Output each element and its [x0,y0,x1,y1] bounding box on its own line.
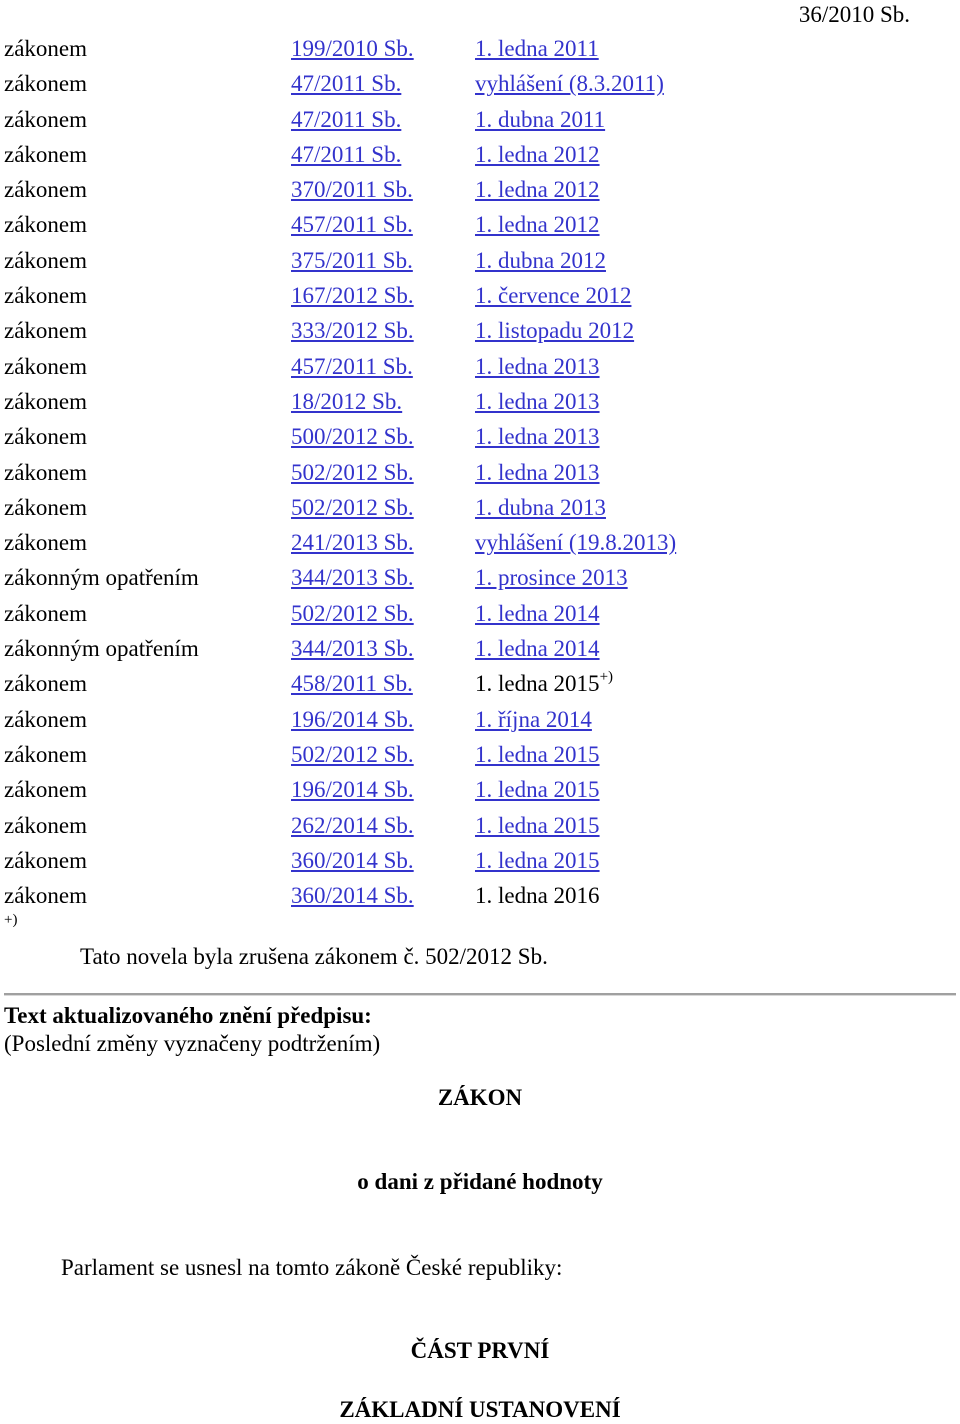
law-subject: o dani z přidané hodnoty [357,1169,603,1194]
amendment-date-text: 1. ledna 2016 [475,883,600,909]
amendment-effective-date[interactable] [475,137,600,172]
amendment-row [4,313,904,348]
amendment-type: zákonem [4,141,88,167]
amendment-date-link[interactable]: 1. ledna 2012 [475,141,600,167]
amendment-type: zákonem [4,883,88,909]
amendment-row [4,737,904,772]
amendment-date-link[interactable]: 1. listopadu 2012 [475,318,635,344]
amendment-row [4,102,904,137]
amendment-effective-date[interactable] [475,737,600,772]
amendment-law-link[interactable]: 196/2014 Sb. [291,777,414,803]
amendment-row [4,631,904,666]
amendment-type: zákonem [4,36,88,61]
amendment-law-link[interactable]: 457/2011 Sb. [291,353,413,379]
amendment-type: zákonem [4,388,88,414]
amendment-law-link[interactable]: 196/2014 Sb. [291,706,414,732]
amendment-effective-date[interactable] [475,455,600,490]
amendment-effective-date[interactable] [475,66,664,101]
part-subject: ZÁKLADNÍ USTANOVENÍ [339,1397,621,1422]
amendment-law-link[interactable]: 344/2013 Sb. [291,565,414,591]
amendment-type: zákonem [4,283,88,309]
amendment-row [4,772,904,807]
amendment-effective-date[interactable] [475,843,600,878]
amendment-effective-date[interactable] [475,560,628,595]
amendment-date-link[interactable]: 1. ledna 2015 [475,777,600,803]
amendment-type: zákonem [4,706,88,732]
amendment-law-link[interactable]: 502/2012 Sb. [291,600,414,626]
amendment-date-link[interactable]: vyhlášení (19.8.2013) [475,530,677,556]
amendment-list [4,31,904,913]
amendment-type: zákonem [4,741,88,767]
amendment-type: zákonem [4,424,88,450]
amendment-effective-date[interactable] [475,384,600,419]
amendment-law-link[interactable]: 47/2011 Sb. [291,71,402,97]
amendment-type: zákonem [4,459,88,485]
amendment-date-link[interactable]: 1. prosince 2013 [475,565,628,591]
amendment-row [4,596,904,631]
amendment-date-link[interactable]: 1. ledna 2015 [475,812,600,838]
amendment-date-link[interactable]: vyhlášení (8.3.2011) [475,71,664,97]
amendment-law-link[interactable]: 457/2011 Sb. [291,212,413,238]
amendment-law-link[interactable]: 375/2011 Sb. [291,247,413,273]
amendment-effective-date[interactable] [475,808,600,843]
amendment-type: zákonem [4,671,88,697]
amendment-row [4,172,904,207]
law-title: ZÁKON [437,1085,523,1110]
amendment-effective-date[interactable] [475,207,600,242]
amendment-effective-date[interactable] [475,702,592,737]
amendment-effective-date [475,666,613,701]
amendment-effective-date[interactable] [475,313,634,348]
amendment-type: zákonem [4,247,88,273]
amendment-row [4,490,904,525]
amendment-type: zákonem [4,106,88,132]
amendment-effective-date[interactable] [475,596,600,631]
amendment-date-link[interactable]: 1. dubna 2011 [475,106,606,132]
amendment-effective-date[interactable] [475,243,606,278]
amendment-date-link[interactable]: 1. dubna 2013 [475,494,606,520]
amendment-date-link[interactable]: 1. července 2012 [475,283,632,309]
amendment-effective-date[interactable] [475,349,600,384]
amendment-law-link[interactable]: 241/2013 Sb. [291,530,414,556]
amendment-type: zákonem [4,530,88,556]
amendment-law-link[interactable]: 167/2012 Sb. [291,283,414,309]
amendment-row [4,419,904,454]
amendment-effective-date[interactable] [475,631,600,666]
amendment-date-link[interactable]: 1. ledna 2012 [475,177,600,203]
amendment-date-link[interactable]: 1. ledna 2014 [475,636,600,662]
amendment-effective-date[interactable] [475,525,676,560]
amendment-law-link[interactable]: 360/2014 Sb. [291,847,414,873]
amendment-type: zákonem [4,71,88,97]
amendment-law-link[interactable]: 47/2011 Sb. [291,106,402,132]
section-divider [4,993,956,996]
amendment-type: zákonem [4,318,88,344]
amendment-law-link[interactable]: 502/2012 Sb. [291,741,414,767]
law-preamble: Parlament se usnesl na tomto zákoně České republiky: [61,1255,563,1280]
amendment-effective-date[interactable] [475,172,600,207]
amendment-effective-date[interactable] [475,772,600,807]
amendment-law-link[interactable]: 458/2011 Sb. [291,671,413,697]
footnote-text: Tato novela byla zrušena zákonem č. 502/2012 Sb. [80,944,548,969]
amendment-row [4,384,904,419]
amendment-type: zákonem [4,353,88,379]
amendment-date-link[interactable]: 1. ledna 2013 [475,459,600,485]
amendment-effective-date[interactable] [475,419,600,454]
amendment-law-link[interactable]: 47/2011 Sb. [291,141,402,167]
amendment-date-link[interactable]: 1. ledna 2014 [475,600,600,626]
amendment-row [4,525,904,560]
amendment-law-link[interactable]: 333/2012 Sb. [291,318,414,344]
amendment-effective-date [475,878,600,913]
amendment-row [4,66,904,101]
text-section-subheading: (Poslední změny vyznačeny podtržením) [4,1031,381,1056]
amendment-type: zákonem [4,600,88,626]
amendment-row [4,243,904,278]
amendment-type: zákonem [4,812,88,838]
amendment-row [4,207,904,242]
amendment-type: zákonem [4,847,88,873]
amendment-date-link[interactable]: 1. ledna 2012 [475,212,600,238]
amendment-row [4,702,904,737]
amendment-type: zákonem [4,177,88,203]
amendment-date-link[interactable]: 1. ledna 2013 [475,388,600,414]
amendment-effective-date[interactable] [475,490,606,525]
amendment-date-link[interactable]: 1. ledna 2013 [475,353,600,379]
amendment-row [4,455,904,490]
amendment-date-link[interactable]: 1. dubna 2012 [475,247,606,273]
amendment-effective-date[interactable] [475,31,599,66]
amendment-type: zákonem [4,494,88,520]
part-title: ČÁST PRVNÍ [410,1338,550,1363]
amendment-effective-date[interactable] [475,278,631,313]
amendment-date-link[interactable]: 1. ledna 2015 [475,847,600,873]
amendment-row [4,808,904,843]
amendment-date-text: 1. ledna 2015 [475,671,600,697]
document-reference: 36/2010 Sb. [798,2,910,27]
amendment-row [4,666,904,701]
amendment-row [4,137,904,172]
amendment-row [4,878,904,913]
amendment-law-link[interactable]: 344/2013 Sb. [291,636,414,662]
amendment-law-link[interactable]: 502/2012 Sb. [291,494,414,520]
amendment-row [4,278,904,313]
amendment-law-link[interactable]: 502/2012 Sb. [291,459,414,485]
amendment-law-link[interactable]: 262/2014 Sb. [291,812,414,838]
amendment-date-link[interactable]: 1. října 2014 [475,706,592,732]
amendment-type: zákonným opatřením [4,636,199,662]
amendment-law-link[interactable]: 500/2012 Sb. [291,424,414,450]
amendment-row [4,349,904,384]
amendment-effective-date[interactable] [475,102,605,137]
amendment-row [4,31,904,66]
amendment-law-link[interactable]: 18/2012 Sb. [291,388,403,414]
amendment-date-link[interactable]: 1. ledna 2013 [475,424,600,450]
amendment-law-link[interactable]: 360/2014 Sb. [291,883,414,909]
amendment-type: zákonem [4,777,88,803]
amendment-law-link[interactable]: 199/2010 Sb. [291,36,414,61]
amendment-row [4,843,904,878]
amendment-date-link[interactable]: 1. ledna 2015 [475,741,600,767]
amendment-law-link[interactable]: 370/2011 Sb. [291,177,413,203]
footnote-reference-mark: +) [599,668,614,685]
footnote-mark: +) [4,912,18,928]
amendment-type: zákonným opatřením [4,565,199,591]
amendment-type: zákonem [4,212,88,238]
amendment-row [4,560,904,595]
amendment-date-link[interactable]: 1. ledna 2011 [475,36,599,61]
text-section-heading: Text aktualizovaného znění předpisu: [4,1003,372,1028]
